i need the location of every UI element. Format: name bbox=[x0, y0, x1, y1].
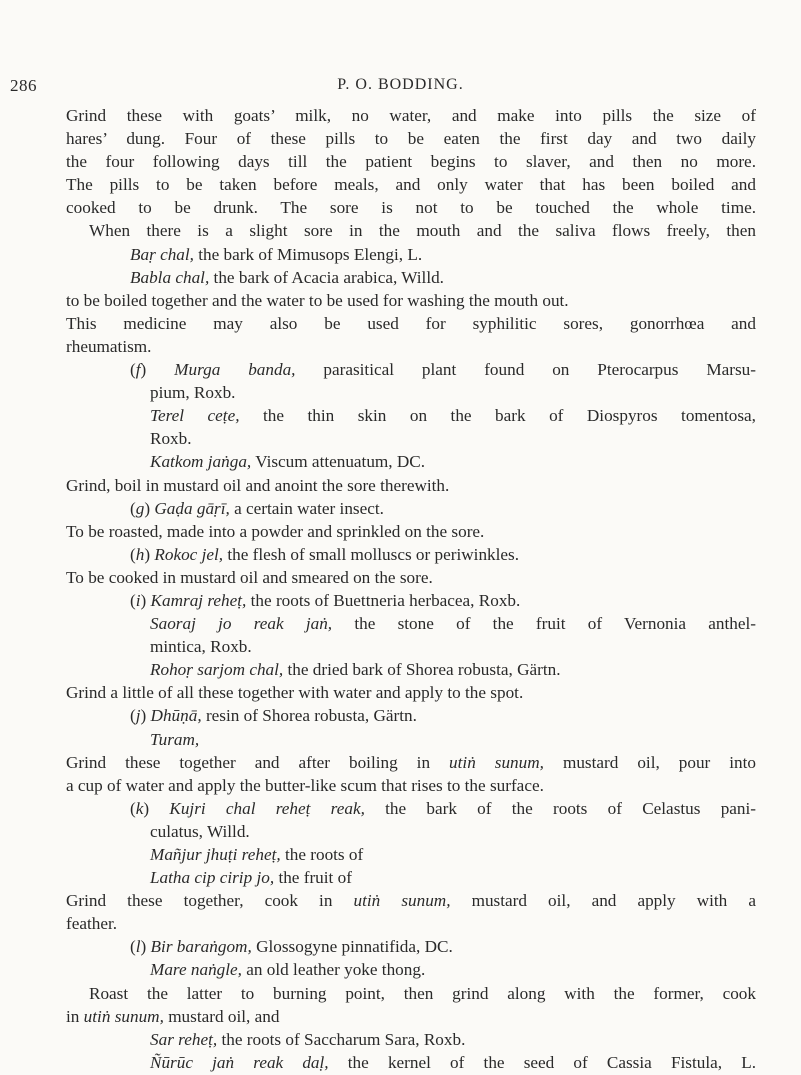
text-line bbox=[66, 127, 756, 150]
text-segment: When there is a slight sore in the mouth and the saliva flows freely, then bbox=[89, 221, 756, 241]
text-segment: the bark of Mimusops Elengi, L. bbox=[193, 244, 423, 264]
text-segment: mustard oil, pour into bbox=[543, 752, 756, 772]
text-segment: pium, Roxb. bbox=[150, 383, 236, 403]
text-line bbox=[66, 450, 756, 473]
italic-term: Latha cip cirip jo, bbox=[150, 868, 275, 888]
italic-term: Rokoc jel, bbox=[154, 544, 224, 564]
text-line bbox=[66, 335, 756, 358]
italic-term: Kamraj reheṭ, bbox=[150, 590, 247, 610]
text-segment: ( bbox=[130, 590, 136, 610]
text-segment: ( bbox=[130, 498, 136, 518]
italic-term: h bbox=[135, 544, 145, 564]
text-segment: ( bbox=[130, 937, 136, 957]
text-segment: mintica, Roxb. bbox=[150, 637, 252, 657]
text-segment: cooked to be drunk. The sore is not to be touched the whole time. bbox=[66, 198, 756, 218]
text-segment: ( bbox=[130, 544, 136, 564]
italic-term: l bbox=[135, 937, 141, 957]
text-segment: ( bbox=[130, 798, 136, 818]
text-segment: to be boiled together and the water to be used for washing the mouth out. bbox=[66, 290, 569, 310]
text-line bbox=[66, 1051, 756, 1074]
text-line bbox=[66, 173, 756, 196]
text-segment: the roots of Saccharum Sara, Roxb. bbox=[217, 1029, 466, 1049]
italic-term: Katkom jaṅga, bbox=[150, 452, 252, 472]
text-segment: the kernel of the seed of Cassia Fistula, L. bbox=[328, 1052, 756, 1072]
text-line bbox=[66, 474, 756, 497]
text-line bbox=[66, 912, 756, 935]
text-line bbox=[66, 797, 756, 820]
text-segment: The pills to be taken before meals, and only water that has been boiled and bbox=[66, 175, 756, 195]
text-line bbox=[66, 681, 756, 704]
text-line bbox=[66, 774, 756, 797]
text-segment: Viscum attenuatum, DC. bbox=[251, 452, 426, 472]
italic-term: utiṅ sunum, bbox=[83, 1006, 164, 1026]
italic-term: Babla chal, bbox=[130, 267, 210, 287]
italic-term: Sar reheṭ, bbox=[150, 1029, 218, 1049]
text-segment: hares’ dung. Four of these pills to be eaten the first day and two daily bbox=[66, 129, 756, 149]
text-line bbox=[66, 935, 756, 958]
italic-term: j bbox=[135, 706, 141, 726]
italic-term: Gaḍa gāṛī, bbox=[154, 498, 230, 518]
body-text bbox=[66, 104, 756, 1074]
page-header bbox=[0, 76, 801, 98]
text-line bbox=[66, 289, 756, 312]
italic-term: Rohoṛ sarjom chal, bbox=[150, 660, 284, 680]
text-segment: the roots of Buettneria herbacea, Roxb. bbox=[246, 590, 521, 610]
text-segment: mustard oil, and bbox=[163, 1006, 280, 1026]
text-line bbox=[66, 612, 756, 635]
text-segment: the bark of the roots of Celastus pani- bbox=[364, 798, 757, 818]
text-segment: ) bbox=[140, 590, 151, 610]
text-segment: a cup of water and apply the butter-like scum that rises to the surface. bbox=[66, 775, 544, 795]
text-line bbox=[66, 381, 756, 404]
text-line bbox=[66, 866, 756, 889]
text-segment: the bark of Acacia arabica, Willd. bbox=[209, 267, 444, 287]
italic-term: g bbox=[135, 498, 145, 518]
text-line bbox=[66, 219, 756, 242]
text-segment: Grind, boil in mustard oil and anoint the sore therewith. bbox=[66, 475, 450, 495]
italic-term: Bir baraṅgom, bbox=[150, 937, 252, 957]
text-line bbox=[66, 820, 756, 843]
text-segment: the dried bark of Shorea robusta, Gärtn. bbox=[283, 660, 561, 680]
text-segment: rheumatism. bbox=[66, 336, 152, 356]
text-line bbox=[66, 728, 756, 751]
text-segment: in bbox=[66, 1006, 84, 1026]
text-segment: Grind a little of all these together with water and apply to the spot. bbox=[66, 683, 524, 703]
text-line bbox=[66, 658, 756, 681]
italic-term: Kujri chal reheṭ reak, bbox=[169, 798, 365, 818]
italic-term: Terel ceṭe, bbox=[150, 406, 240, 426]
text-line bbox=[66, 266, 756, 289]
text-line bbox=[66, 635, 756, 658]
italic-term: Ñūrūc jaṅ reak daḷ, bbox=[150, 1052, 329, 1072]
text-segment: Grind these together, cook in bbox=[66, 891, 354, 911]
text-line bbox=[66, 982, 756, 1005]
text-segment: ) bbox=[140, 937, 151, 957]
text-segment: To be cooked in mustard oil and smeared on the sore. bbox=[66, 567, 433, 587]
text-segment: resin of Shorea robusta, Gärtn. bbox=[201, 706, 417, 726]
text-segment: the fruit of bbox=[274, 868, 352, 888]
italic-term: Mañjur jhuṭi reheṭ, bbox=[150, 845, 281, 864]
text-line bbox=[66, 1005, 756, 1028]
italic-term: f bbox=[135, 360, 141, 380]
text-segment: To be roasted, made into a powder and sprinkled on the sore. bbox=[66, 521, 485, 541]
text-segment: Roast the latter to burning point, then grind along with the former, cook bbox=[89, 983, 756, 1003]
text-line bbox=[66, 543, 756, 566]
text-line bbox=[66, 312, 756, 335]
text-segment: Roxb. bbox=[150, 429, 192, 449]
text-segment: the thin skin on the bark of Diospyros tomentosa, bbox=[239, 406, 756, 426]
text-line bbox=[66, 843, 756, 866]
italic-term: Murga banda, bbox=[174, 360, 296, 380]
text-segment: a certain water insect. bbox=[229, 498, 384, 518]
italic-term: Mare naṅgle, bbox=[150, 960, 242, 980]
text-segment: ) bbox=[144, 498, 155, 518]
italic-term: utiṅ sunum, bbox=[449, 752, 544, 772]
text-segment: an old leather yoke thong. bbox=[241, 960, 426, 980]
text-line bbox=[66, 104, 756, 127]
text-line bbox=[66, 196, 756, 219]
text-segment: ) bbox=[140, 360, 175, 380]
text-line bbox=[66, 889, 756, 912]
text-segment: mustard oil, and apply with a bbox=[450, 891, 756, 911]
italic-term: k bbox=[135, 798, 144, 818]
text-segment: the stone of the fruit of Vernonia anthel- bbox=[332, 614, 757, 634]
italic-term: Turam, bbox=[150, 729, 200, 749]
italic-term: Baṛ chal, bbox=[130, 244, 194, 264]
italic-term: Saoraj jo reak jaṅ, bbox=[150, 614, 333, 634]
text-segment: ) bbox=[143, 798, 170, 818]
text-segment: ) bbox=[140, 706, 151, 726]
text-line bbox=[66, 589, 756, 612]
text-line bbox=[66, 958, 756, 981]
text-segment: ) bbox=[144, 544, 155, 564]
text-segment: Grind these with goats’ milk, no water, and make into pills the size of bbox=[66, 106, 756, 125]
text-line bbox=[66, 358, 756, 381]
text-segment: ( bbox=[130, 360, 136, 380]
text-line bbox=[66, 404, 756, 427]
text-line bbox=[66, 243, 756, 266]
text-segment: culatus, Willd. bbox=[150, 821, 250, 841]
text-line bbox=[66, 427, 756, 450]
text-segment: parasitical plant found on Pterocarpus Marsu- bbox=[295, 360, 756, 380]
text-line bbox=[66, 566, 756, 589]
text-line bbox=[66, 1028, 756, 1051]
text-line bbox=[66, 751, 756, 774]
text-segment: Grind these together and after boiling in bbox=[66, 752, 450, 772]
text-line bbox=[66, 704, 756, 727]
text-line bbox=[66, 497, 756, 520]
text-segment: Glossogyne pinnatifida, DC. bbox=[251, 937, 453, 957]
text-segment: This medicine may also be used for syphilitic sores, gonorrhœa and bbox=[66, 313, 756, 333]
text-line bbox=[66, 520, 756, 543]
text-segment: the four following days till the patient begins to slaver, and then no more. bbox=[66, 152, 756, 172]
text-segment: the roots of bbox=[280, 845, 364, 864]
text-segment: ( bbox=[130, 706, 136, 726]
running-head: P. O. BODDING. bbox=[337, 76, 464, 93]
text-line bbox=[66, 150, 756, 173]
text-segment: feather. bbox=[66, 914, 118, 934]
page-number: 286 bbox=[10, 76, 37, 95]
italic-term: i bbox=[135, 590, 141, 610]
italic-term: utiṅ sunum, bbox=[353, 891, 451, 911]
italic-term: Dhūṇā, bbox=[150, 706, 202, 726]
text-segment: the flesh of small molluscs or periwinkles. bbox=[223, 544, 520, 564]
